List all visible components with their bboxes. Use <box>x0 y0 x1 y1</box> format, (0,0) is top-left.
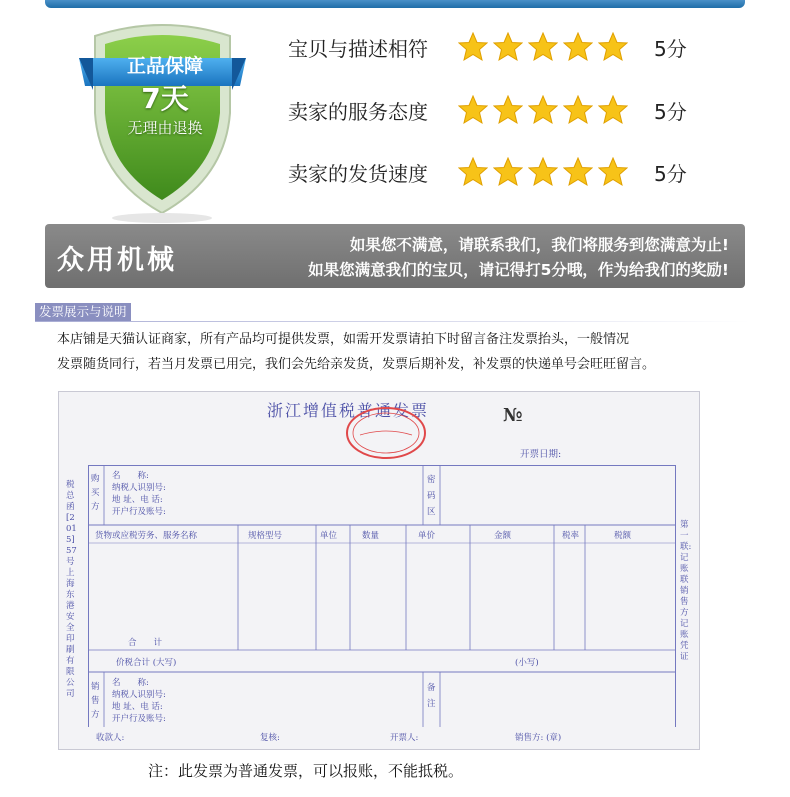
invoice-column-header: 税额 <box>614 531 632 541</box>
service-banner <box>45 224 745 288</box>
invoice-side-print-left: 税总函[2015]57号上海东港安全印刷有限公司 <box>66 480 77 699</box>
invoice-footer-field: 销售方: (章) <box>515 733 562 743</box>
badge-days: 7天 <box>141 82 189 115</box>
section-description-1: 本店铺是天猫认证商家，所有产品均可提供发票，如需开发票请拍下时留言备注发票抬头，一般情况 <box>57 332 630 347</box>
section-divider <box>35 321 750 322</box>
invoice-column-header: 税率 <box>562 531 580 541</box>
tax-seal-icon <box>344 405 428 461</box>
star-icon <box>598 32 628 62</box>
rating-label: 卖家的发货速度 <box>288 161 428 186</box>
invoice-column-header: 单价 <box>418 531 436 541</box>
invoice-side-print-right: 第一联:记账联 销售方记账凭证 <box>680 520 692 662</box>
top-accent-bar <box>45 0 745 8</box>
invoice-column-header: 数量 <box>362 531 380 541</box>
star-icon <box>493 157 523 187</box>
star-icon <box>458 95 488 125</box>
rating-stars <box>458 32 640 62</box>
invoice-column-header: 货物或应税劳务、服务名称 <box>95 531 198 541</box>
buyer-fields-item: 开户行及账号: <box>112 507 166 517</box>
invoice-footer-field: 开票人: <box>390 733 419 743</box>
total-small-label: (小写) <box>515 658 539 668</box>
rating-stars <box>458 95 640 125</box>
seller-fields-item: 地 址、电 话: <box>112 702 163 712</box>
banner-line-1: 如果您不满意，请联系我们，我们将服务到您满意为止! <box>349 236 729 254</box>
rating-stars <box>458 157 640 187</box>
buyer-fields-item: 名 称: <box>112 471 149 481</box>
total-label: 合 计 <box>128 638 163 648</box>
star-icon <box>493 95 523 125</box>
buyer-fields-item: 纳税人识别号: <box>112 483 166 493</box>
star-icon <box>528 157 558 187</box>
rating-row <box>288 27 708 67</box>
rating-score: 5分 <box>654 99 687 124</box>
section-description-2: 发票随货同行，若当月发票已用完，我们会先给亲发货，发票后期补发，补发票的快递单号会旺旺留言。 <box>57 357 656 372</box>
invoice-title: 浙江增值税普通发票 <box>267 401 430 420</box>
star-icon <box>458 157 488 187</box>
invoice-grid <box>88 465 676 727</box>
total-in-words-label: 价税合计 (大写) <box>116 658 177 668</box>
invoice-footer-field: 收款人: <box>96 733 125 743</box>
rating-score: 5分 <box>654 161 687 186</box>
seller-group-label: 销售方 <box>91 682 100 720</box>
badge-subtitle: 无理由退换 <box>127 119 203 137</box>
invoice-number-label: № <box>503 405 523 426</box>
rating-row <box>288 90 708 130</box>
rating-label: 宝贝与描述相符 <box>288 36 428 61</box>
section-title: 发票展示与说明 <box>35 303 131 321</box>
brand-name: 众用机械 <box>57 245 177 276</box>
star-icon <box>598 157 628 187</box>
rating-score: 5分 <box>654 36 687 61</box>
banner-line-2: 如果您满意我们的宝贝，请记得打5分哦，作为给我们的奖励! <box>308 261 729 279</box>
rating-label: 卖家的服务态度 <box>288 99 428 124</box>
invoice-column-header: 金额 <box>494 531 512 541</box>
star-icon <box>528 32 558 62</box>
rating-row <box>288 152 708 192</box>
password-area-label: 密码区 <box>427 475 436 517</box>
star-icon <box>458 32 488 62</box>
remark-area-label: 备注 <box>427 683 436 709</box>
star-icon <box>563 157 593 187</box>
star-icon <box>493 32 523 62</box>
invoice-date-label: 开票日期: <box>520 449 562 460</box>
badge-title: 正品保障 <box>126 55 203 77</box>
invoice-footer-field: 复核: <box>260 733 280 743</box>
buyer-fields-item: 地 址、电 话: <box>112 495 163 505</box>
invoice-column-header: 规格型号 <box>248 531 283 541</box>
invoice-note: 注：此发票为普通发票，可以报账，不能抵税。 <box>148 762 464 780</box>
buyer-group-label: 购买方 <box>91 474 100 512</box>
star-icon <box>598 95 628 125</box>
star-icon <box>563 95 593 125</box>
seller-fields-item: 纳税人识别号: <box>112 690 166 700</box>
invoice-column-header: 单位 <box>320 531 338 541</box>
star-icon <box>528 95 558 125</box>
seller-fields-item: 开户行及账号: <box>112 714 166 724</box>
star-icon <box>563 32 593 62</box>
seller-fields-item: 名 称: <box>112 678 149 688</box>
